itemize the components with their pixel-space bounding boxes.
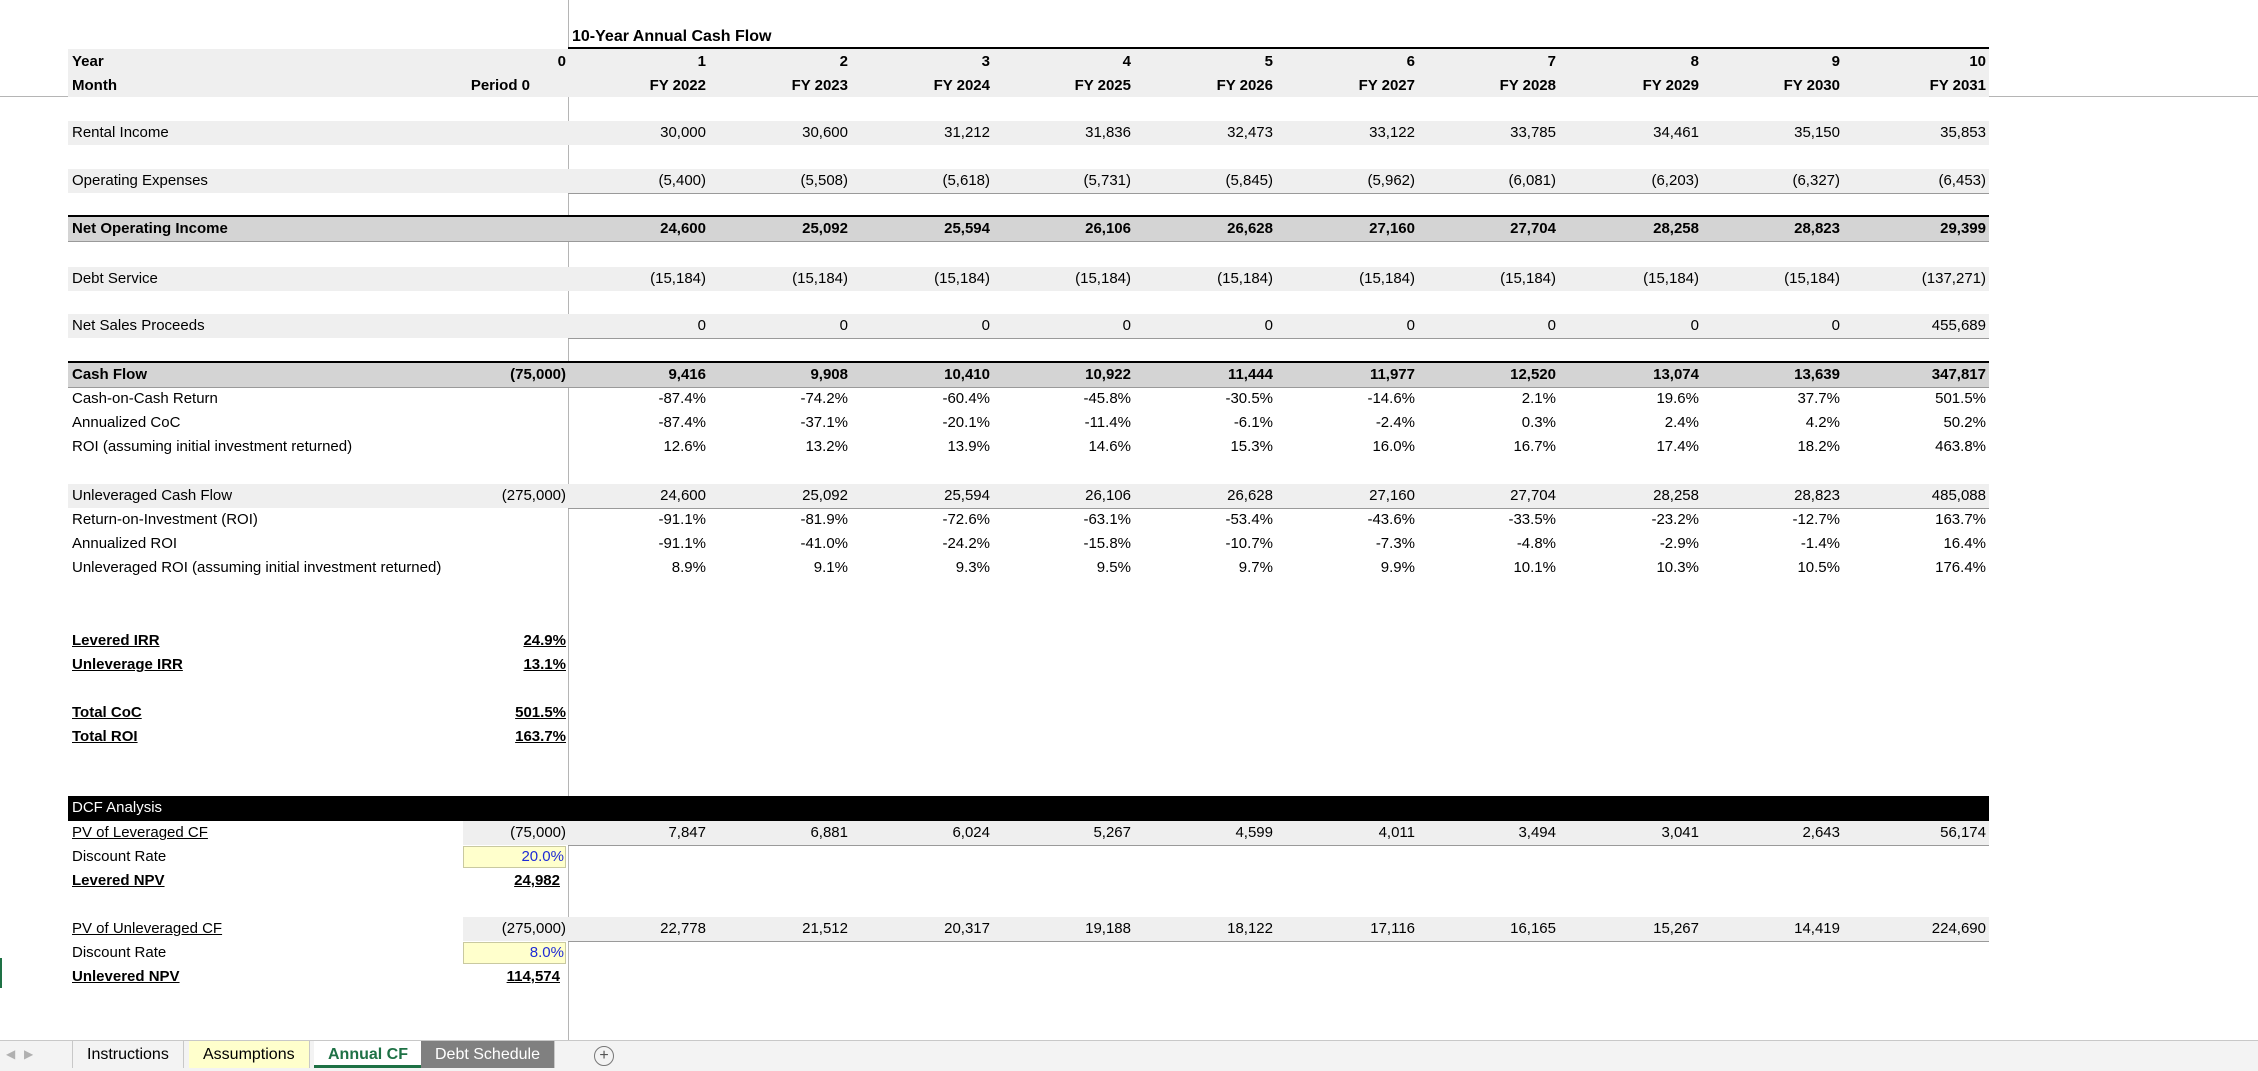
row-value[interactable]: 14.6%	[1088, 438, 1131, 455]
row-value[interactable]: -87.4%	[658, 390, 706, 407]
active-row-marker	[0, 958, 2, 988]
row-value[interactable]: 9.5%	[1096, 559, 1131, 576]
row-value[interactable]: 27,160	[1369, 487, 1415, 504]
total-roi-label: Total ROI	[72, 728, 138, 745]
row-value[interactable]: 13.2%	[805, 438, 848, 455]
row-value[interactable]: -72.6%	[942, 511, 990, 528]
year-number-2: 2	[839, 53, 848, 70]
row-label-noi: Net Operating Income	[72, 220, 228, 237]
row-value[interactable]: 25,594	[944, 487, 990, 504]
dcf-value[interactable]: 6,024	[952, 824, 990, 841]
levered-irr-label: Levered IRR	[72, 632, 160, 649]
row-value[interactable]: -12.7%	[1792, 511, 1840, 528]
row-label-coc: Cash-on-Cash Return	[72, 390, 218, 407]
row-value[interactable]: (5,731)	[1083, 172, 1131, 189]
row-value[interactable]: (15,184)	[1075, 270, 1131, 287]
fiscal-year-6: FY 2027	[1358, 77, 1415, 94]
row-value[interactable]: 8.9%	[671, 559, 706, 576]
row-label-roi: Return-on-Investment (ROI)	[72, 511, 258, 528]
fiscal-year-7: FY 2028	[1499, 77, 1556, 94]
pv-unlev-underline	[568, 941, 1989, 942]
dcf-value[interactable]: 6,881	[810, 824, 848, 841]
dcf-value[interactable]: 56,174	[1940, 824, 1986, 841]
dcf-value[interactable]: 4,599	[1235, 824, 1273, 841]
row-value[interactable]: 18.2%	[1797, 438, 1840, 455]
row-value[interactable]: (15,184)	[650, 270, 706, 287]
row-underline	[568, 193, 1989, 194]
row-label-ann-coc: Annualized CoC	[72, 414, 181, 431]
year-number-10: 10	[1969, 53, 1986, 70]
unlev-npv-value[interactable]: 114,574	[506, 968, 560, 985]
unlev-rate-label: Discount Rate	[72, 944, 167, 961]
tab-assumptions[interactable]: Assumptions	[189, 1041, 310, 1068]
dcf-header-bar	[68, 796, 1989, 821]
row-value[interactable]: 50.2%	[1943, 414, 1986, 431]
row-value[interactable]: -1.4%	[1800, 535, 1840, 552]
row-value[interactable]: -63.1%	[1083, 511, 1131, 528]
sheet-tab-bar	[0, 1040, 2258, 1071]
row-value[interactable]: (5,400)	[658, 172, 706, 189]
row-value[interactable]: 9.7%	[1238, 559, 1273, 576]
row-value[interactable]: 28,258	[1653, 220, 1699, 237]
row-value[interactable]: -2.9%	[1659, 535, 1699, 552]
row-value[interactable]: -74.2%	[800, 390, 848, 407]
dcf-value[interactable]: 17,116	[1370, 920, 1415, 937]
row-value[interactable]: 10.3%	[1656, 559, 1699, 576]
dcf-value[interactable]: 14,419	[1794, 920, 1840, 937]
dcf-value[interactable]: 2,643	[1802, 824, 1840, 841]
tab-scroll-left-icon[interactable]: ◀	[6, 1047, 16, 1061]
dcf-value[interactable]: 224,690	[1931, 920, 1986, 937]
tab-annual-cf[interactable]: Annual CF	[314, 1041, 423, 1068]
row-value[interactable]: 27,160	[1369, 220, 1415, 237]
fiscal-year-5: FY 2026	[1216, 77, 1273, 94]
row-value[interactable]: -45.8%	[1083, 390, 1131, 407]
unleverage-irr-label: Unleverage IRR	[72, 656, 183, 673]
fiscal-year-1: FY 2022	[649, 77, 706, 94]
row-value[interactable]: 0.3%	[1521, 414, 1556, 431]
row-value[interactable]: -14.6%	[1367, 390, 1415, 407]
row-value[interactable]: 24,600	[660, 487, 706, 504]
tab-instructions[interactable]: Instructions	[72, 1041, 184, 1068]
fiscal-year-9: FY 2030	[1783, 77, 1840, 94]
row-value[interactable]: 10.1%	[1513, 559, 1556, 576]
row-label-operating-expenses: Operating Expenses	[72, 172, 208, 189]
row-value[interactable]: (15,184)	[1784, 270, 1840, 287]
row-label-debt-service: Debt Service	[72, 270, 158, 287]
row-label-ann-roi: Annualized ROI	[72, 535, 178, 552]
pv-lev-underline	[568, 845, 1989, 846]
lev-npv-value[interactable]: 24,982	[514, 872, 560, 889]
period0-label: Period 0	[470, 77, 530, 94]
row-value[interactable]: 16.7%	[1513, 438, 1556, 455]
row-value[interactable]: (15,184)	[934, 270, 990, 287]
row-value[interactable]: 455,689	[1931, 317, 1986, 334]
row-value[interactable]: -60.4%	[942, 390, 990, 407]
row-value[interactable]: 4.2%	[1805, 414, 1840, 431]
row-value[interactable]: 347,817	[1931, 366, 1986, 383]
row-value[interactable]: 11,977	[1369, 366, 1415, 383]
row-value[interactable]: -81.9%	[800, 511, 848, 528]
lev-npv-label: Levered NPV	[72, 872, 165, 889]
freeze-pane-vertical	[568, 0, 569, 1040]
year-number-8: 8	[1690, 53, 1699, 70]
row-label-net-sales: Net Sales Proceeds	[72, 317, 205, 334]
row-value[interactable]: 17.4%	[1656, 438, 1699, 455]
row-underline	[568, 338, 1989, 339]
row-value[interactable]: 35,853	[1940, 124, 1986, 141]
dcf-value[interactable]: 15,267	[1653, 920, 1699, 937]
dcf-title: DCF Analysis	[72, 799, 163, 816]
row-value[interactable]: 13,074	[1653, 366, 1699, 383]
row-value[interactable]: 0	[839, 317, 848, 334]
fiscal-year-10: FY 2031	[1929, 77, 1986, 94]
row-value[interactable]: 0	[1122, 317, 1131, 334]
total-coc-value[interactable]: 501.5%	[515, 704, 566, 721]
row-value[interactable]: 31,212	[944, 124, 990, 141]
pv-unlev-label: PV of Unleveraged CF	[72, 920, 223, 937]
row-value[interactable]: 0	[1831, 317, 1840, 334]
total-row-bottom-border	[68, 241, 1989, 242]
fiscal-year-8: FY 2029	[1642, 77, 1699, 94]
row-value[interactable]: 31,836	[1085, 124, 1131, 141]
sheet-title: 10-Year Annual Cash Flow	[572, 28, 772, 45]
row-value[interactable]: 28,258	[1653, 487, 1699, 504]
row-value[interactable]: (6,327)	[1792, 172, 1840, 189]
row-value[interactable]: -43.6%	[1367, 511, 1415, 528]
period0-year: 0	[557, 53, 566, 70]
row-value[interactable]: (6,081)	[1508, 172, 1556, 189]
row-value[interactable]: 0	[981, 317, 990, 334]
row-value[interactable]: 11,444	[1227, 366, 1273, 383]
dcf-value[interactable]: 3,494	[1518, 824, 1556, 841]
tab-scroll-right-icon[interactable]: ▶	[24, 1047, 34, 1061]
row-label-unlev-cf: Unleveraged Cash Flow	[72, 487, 233, 504]
fiscal-year-2: FY 2023	[791, 77, 848, 94]
row-value[interactable]: -41.0%	[800, 535, 848, 552]
row-value[interactable]: (15,184)	[1643, 270, 1699, 287]
row-value[interactable]: 9.9%	[1380, 559, 1415, 576]
row-value[interactable]: 27,704	[1510, 487, 1556, 504]
row-value[interactable]: 33,122	[1369, 124, 1415, 141]
tab-debt-schedule[interactable]: Debt Schedule	[421, 1041, 555, 1068]
dcf-value[interactable]: 7,847	[668, 824, 706, 841]
row-value[interactable]: (5,508)	[800, 172, 848, 189]
row-value[interactable]: 10,922	[1085, 366, 1131, 383]
row-value[interactable]: 9.1%	[813, 559, 848, 576]
row-value[interactable]: 9,416	[668, 366, 706, 383]
year-number-4: 4	[1122, 53, 1131, 70]
lev-rate-label: Discount Rate	[72, 848, 167, 865]
row-value[interactable]: 28,823	[1794, 487, 1840, 504]
dcf-value[interactable]: 4,011	[1378, 824, 1415, 841]
year-number-1: 1	[697, 53, 706, 70]
row-value[interactable]: 28,823	[1794, 220, 1840, 237]
row-value[interactable]: 26,628	[1227, 487, 1273, 504]
fiscal-year-3: FY 2024	[933, 77, 990, 94]
row-value[interactable]: 16.0%	[1372, 438, 1415, 455]
row-value[interactable]: 33,785	[1510, 124, 1556, 141]
pv-lev-label: PV of Leveraged CF	[72, 824, 208, 841]
row-value[interactable]: 0	[697, 317, 706, 334]
row-value[interactable]: 32,473	[1227, 124, 1273, 141]
row-value[interactable]: 0	[1406, 317, 1415, 334]
row-value[interactable]: -6.1%	[1233, 414, 1273, 431]
pv-lev-p0[interactable]: (75,000)	[510, 824, 566, 841]
dcf-value[interactable]: 5,267	[1093, 824, 1131, 841]
row-value[interactable]: 37.7%	[1797, 390, 1840, 407]
row-value[interactable]: 27,704	[1510, 220, 1556, 237]
pv-unlev-p0[interactable]: (275,000)	[501, 920, 566, 937]
row-value[interactable]: 10,410	[944, 366, 990, 383]
row-value[interactable]: -37.1%	[800, 414, 848, 431]
row-value[interactable]: 0	[1547, 317, 1556, 334]
row-value[interactable]: 26,106	[1085, 220, 1131, 237]
row-value[interactable]: (5,962)	[1367, 172, 1415, 189]
row-value[interactable]: (15,184)	[1500, 270, 1556, 287]
dcf-value[interactable]: 21,512	[802, 920, 848, 937]
row-value[interactable]: (6,453)	[1938, 172, 1986, 189]
row-period0-unlev-cf[interactable]: (275,000)	[501, 487, 566, 504]
dcf-value[interactable]: 18,122	[1227, 920, 1273, 937]
year-label: Year	[72, 53, 104, 70]
row-value[interactable]: (5,845)	[1225, 172, 1273, 189]
row-value[interactable]: -20.1%	[942, 414, 990, 431]
row-value[interactable]: -10.7%	[1225, 535, 1273, 552]
row-value[interactable]: 12.6%	[663, 438, 706, 455]
dcf-value[interactable]: 22,778	[660, 920, 706, 937]
row-value[interactable]: (137,271)	[1921, 270, 1986, 287]
row-value[interactable]: (15,184)	[1359, 270, 1415, 287]
row-value[interactable]: 25,092	[802, 487, 848, 504]
row-value[interactable]: (15,184)	[792, 270, 848, 287]
total-roi-value[interactable]: 163.7%	[515, 728, 566, 745]
row-label-unlev-roi-ret: Unleveraged ROI (assuming initial investment returned)	[72, 559, 442, 576]
row-value[interactable]: -24.2%	[942, 535, 990, 552]
unleverage-irr-value[interactable]: 13.1%	[523, 656, 566, 673]
row-value[interactable]: -87.4%	[658, 414, 706, 431]
fiscal-year-4: FY 2025	[1074, 77, 1131, 94]
row-value[interactable]: 10.5%	[1797, 559, 1840, 576]
unlev-npv-label: Unlevered NPV	[72, 968, 180, 985]
row-value[interactable]: -2.4%	[1375, 414, 1415, 431]
dcf-value[interactable]: 16,165	[1510, 920, 1556, 937]
row-value[interactable]: 30,000	[660, 124, 706, 141]
row-value[interactable]: 485,088	[1931, 487, 1986, 504]
row-value[interactable]: -7.3%	[1375, 535, 1415, 552]
row-value[interactable]: 12,520	[1510, 366, 1556, 383]
unlev-rate-input[interactable]: 8.0%	[529, 944, 564, 961]
row-value[interactable]: 501.5%	[1935, 390, 1986, 407]
row-value[interactable]: 15.3%	[1230, 438, 1273, 455]
year-number-9: 9	[1831, 53, 1840, 70]
row-value[interactable]: 9.3%	[955, 559, 990, 576]
row-value[interactable]: 25,594	[944, 220, 990, 237]
row-value[interactable]: -91.1%	[658, 535, 706, 552]
dcf-value[interactable]: 3,041	[1661, 824, 1699, 841]
add-sheet-icon[interactable]: +	[594, 1046, 614, 1066]
row-value[interactable]: 2.1%	[1521, 390, 1556, 407]
row-value[interactable]: 25,092	[802, 220, 848, 237]
row-value[interactable]: -91.1%	[658, 511, 706, 528]
row-value[interactable]: 2.4%	[1664, 414, 1699, 431]
row-value[interactable]: 30,600	[802, 124, 848, 141]
row-value[interactable]: -15.8%	[1083, 535, 1131, 552]
row-value[interactable]: 0	[1690, 317, 1699, 334]
month-label: Month	[72, 77, 117, 94]
year-number-7: 7	[1547, 53, 1556, 70]
row-value[interactable]: 0	[1264, 317, 1273, 334]
row-value[interactable]: 34,461	[1653, 124, 1699, 141]
row-value[interactable]: 35,150	[1794, 124, 1840, 141]
row-value[interactable]: 29,399	[1940, 220, 1986, 237]
year-number-3: 3	[981, 53, 990, 70]
row-value[interactable]: (15,184)	[1217, 270, 1273, 287]
row-value[interactable]: 26,628	[1227, 220, 1273, 237]
row-value[interactable]: -11.4%	[1084, 414, 1131, 431]
levered-irr-value[interactable]: 24.9%	[523, 632, 566, 649]
row-value[interactable]: 13,639	[1794, 366, 1840, 383]
year-number-5: 5	[1264, 53, 1273, 70]
row-value[interactable]: 19.6%	[1656, 390, 1699, 407]
row-value[interactable]: -53.4%	[1225, 511, 1273, 528]
dcf-value[interactable]: 20,317	[944, 920, 990, 937]
row-value[interactable]: 176.4%	[1935, 559, 1986, 576]
lev-rate-input[interactable]: 20.0%	[521, 848, 564, 865]
dcf-value[interactable]: 19,188	[1085, 920, 1131, 937]
row-value[interactable]: -23.2%	[1651, 511, 1699, 528]
row-value[interactable]: (6,203)	[1651, 172, 1699, 189]
row-value[interactable]: 9,908	[810, 366, 848, 383]
row-value[interactable]: -4.8%	[1516, 535, 1556, 552]
row-value[interactable]: -33.5%	[1508, 511, 1556, 528]
row-value[interactable]: 163.7%	[1935, 511, 1986, 528]
row-value[interactable]: (5,618)	[942, 172, 990, 189]
total-coc-label: Total CoC	[72, 704, 142, 721]
row-value[interactable]: 24,600	[660, 220, 706, 237]
row-label-cash-flow: Cash Flow	[72, 366, 148, 383]
row-value[interactable]: 13.9%	[947, 438, 990, 455]
row-label-rental-income: Rental Income	[72, 124, 169, 141]
row-value[interactable]: 16.4%	[1943, 535, 1986, 552]
row-value[interactable]: -30.5%	[1225, 390, 1273, 407]
row-label-roi-ret: ROI (assuming initial investment returned)	[72, 438, 353, 455]
year-number-6: 6	[1406, 53, 1415, 70]
row-period0-cash-flow[interactable]: (75,000)	[510, 366, 566, 383]
row-value[interactable]: 463.8%	[1935, 438, 1986, 455]
row-value[interactable]: 26,106	[1085, 487, 1131, 504]
